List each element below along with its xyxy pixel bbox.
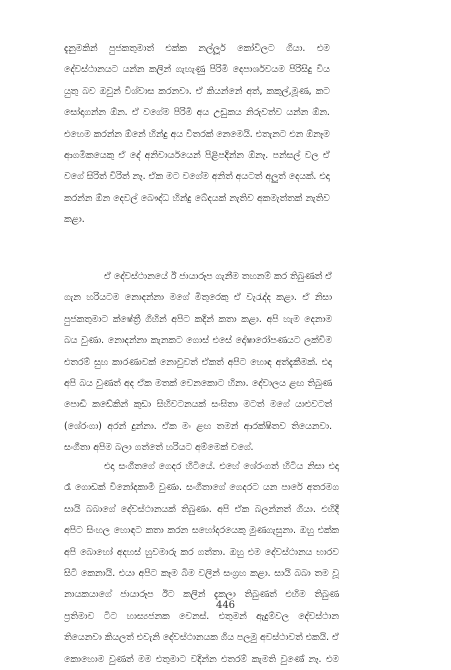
text-line: අපිට සිංහල හොඳට කතා කරන සහෝදරයෙකු මුණගැසුනා. ඔහු එක්ක bbox=[64, 525, 339, 537]
text-line: ප්‍රතිමාව ටිට හාස්‍යජනක වෙනස්. එතුමන් ඇදුම්වල දේවස්ථාන bbox=[64, 610, 339, 622]
text-line: ඒ දේවස්ථානයේ ඊ ජායාරූප ගැනීම තහනම් කර තිබුණත් ඒ bbox=[104, 271, 333, 282]
text-line: එදා සංගීතගේ ගෙදර හිටියේ. එහේ ශේරංගත් හිටිය නිසා එදා bbox=[104, 461, 339, 472]
text-line: ගැන හරියටම නොදන්නා මගේ මිතුරෙකු ඒ වැරැද්ද කළා. ඒ නිසා bbox=[64, 292, 333, 304]
text-line: සංගීතා අපිම බලා ගත්තේ හරියට අම්මෙක් වගේ. bbox=[64, 442, 254, 454]
text-line: සිටි කෙනායි. එයා අපිට කෑම බීම වලින් සංග්‍රහ කළා. සායි බබා තම වූ bbox=[64, 567, 339, 579]
paragraph-3 bbox=[64, 456, 339, 670]
page-number: 446 bbox=[215, 600, 236, 611]
text-line: සායි බබාගේ දේවස්ථානයක් තිබුණා. අපි ඒක බලන්නත් ගියා. එහිදී bbox=[64, 503, 339, 515]
text-line: යුතු බව ඔවුන් විශ්වාස කරනවා. ඒ කියන්නේ අත්, කකුල්,මූණ, කට bbox=[64, 85, 330, 97]
text-line: බය වුණා. නොදන්නා කැනකට ගොස් එසේ දෝෂාරෝපණයට ලක්විම bbox=[64, 335, 333, 347]
paragraph-2 bbox=[64, 266, 332, 459]
text-line: පොඩි කඩේකින් කුඩා සිහිවටනයක් සංඝිතා මටත් මගේ යාළුවටත් bbox=[64, 399, 333, 411]
text-line: කොහොම වුණත් මම එතුමාට වදින්න එතරම් කැමති වුණේ නෑ. එම bbox=[64, 653, 339, 665]
paragraph-1 bbox=[64, 38, 330, 231]
text-line: පුජකතුමාට ක්ෂේත්‍රී ගිහින් අපිට කදින් කතා කළා. අපි හැම දෙනාම bbox=[64, 313, 333, 325]
text-line: තියෙනවා කියලත් එවැනි දේවස්ථානයක ගිය පලමු අවස්ථාවත් එකයි. ඒ bbox=[64, 632, 339, 644]
text-line: අපි බය වුණත් අද ඒක මතක් වෙනකොට හිනා. දේවාලය ළඟ තිබුණ bbox=[64, 377, 333, 389]
text-line: රෑ ගොඩක් විනෝදකාමී වුණා. සංගීතාගේ ගෙදරට යන පාරේ අතරමග bbox=[64, 482, 339, 494]
text-line: එහෙම කරන්න ඕනේ හින්දු අය විතරක් නෙමෙයි. එතැනට එන ඕනෑම bbox=[64, 128, 330, 140]
text-line: එතරම් සුහ කාරණාවක් නොවුවත් ඒකත් අපිට හොඳ අත්දැකීමක්. එදා bbox=[64, 356, 333, 368]
text-line: සෝදාගන්න ඕන. ඒ වගේම පිරිමි අය උඩුකය නිරුවත්ව යන්න ඕන. bbox=[64, 107, 330, 119]
text-line: දේවස්ථානයට යන්න කලින් ගැහැණු පිරිමි දෙපාර්ශවයම පිරිසිදු විය bbox=[64, 64, 330, 76]
text-line: වගේ සිරිත් විරිත් නෑ. ඒක මට වගේම අනිත් අයටත් අලුත් දෙයක්. එදා bbox=[64, 171, 330, 183]
text-line: කරන්න ඕන දෙවල් බෞද්ධ හින්දු බේදයක් නැතිව අකමැත්තක් නැතිව bbox=[64, 192, 330, 204]
text-line: ආගමිකයෙකු ඒ දේ අනිවාර්යයෙන් පිළිපදින්න ඕනෑ. පන්සල් වල ඒ bbox=[64, 149, 330, 161]
text-line: නායකයාගේ ජායාරූප ඊට කලින් දැකලා තිබුණත් එහිම තිබුණ bbox=[64, 589, 339, 601]
text-line: කළා. bbox=[64, 214, 85, 226]
text-line: අපි බොහෝ අදහස් හුවමාරු කර ගත්තා. ඔහු එම දේවස්ථානය භාරව bbox=[64, 546, 339, 558]
text-line: දැනුමකින් පුජකතුමාත් එක්ක නල්ලූර් කෝවිලට ගියා. එම bbox=[64, 43, 330, 54]
text-line: (ශේරංගා) අරන් දුන්නා. ඒක මං ළඟ තමන් ආරක්ෂිතව තියෙනවා. bbox=[64, 420, 333, 432]
